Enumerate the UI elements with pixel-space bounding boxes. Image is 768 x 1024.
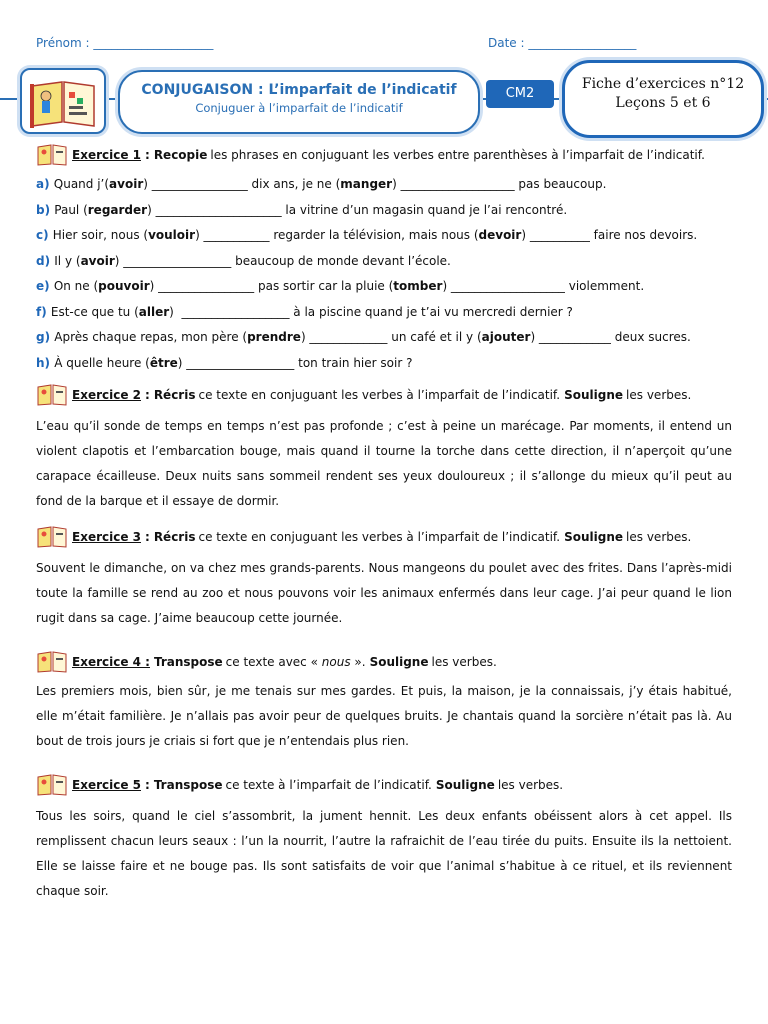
exercise-1-sentences <box>36 172 732 376</box>
sentence-text: On ne ( <box>53 279 99 293</box>
book-icon <box>36 651 68 673</box>
verb-infinitive: avoir <box>109 177 144 191</box>
exercise-5-keyword-2: Souligne <box>435 778 495 792</box>
sentence-text: ) ___________ regarder la télévision, mais nous ( <box>195 228 479 242</box>
verb-infinitive: manger <box>340 177 393 191</box>
sentence-text: Paul ( <box>54 202 88 217</box>
exercise-3-header <box>36 526 732 548</box>
sentence-text: ) ___________________ violemment. <box>442 279 645 293</box>
sentence-letter: h) <box>36 355 55 370</box>
verb-infinitive: regarder <box>87 202 148 217</box>
page-subtitle: Conjuguer à l’imparfait de l’indicatif <box>195 101 403 115</box>
sentence-letter: b) <box>36 202 55 217</box>
exercise-5-text: Tous les soirs, quand le ciel s’assombrit, la jument hennit. Les deux enfants obéissent alors à cet appel. Ils remplissent chacun leurs seaux : l’un la nourrit, l’autre la rafraichit de l’eau tirée du puits. Ensuite ils la nettoient. Elle se laisse faire et ne bouge pas. Ils sont satisfaits de voir que l’animal s’habitue à ce rituel, et ils reviennent chaque soir. <box>36 809 732 898</box>
verb-infinitive: être <box>149 355 178 370</box>
exercise-2-instruction-2: les verbes. <box>626 388 692 402</box>
sentence-text: ) _____________ un café et il y ( <box>300 330 482 344</box>
sentence-text: ) ____________ deux sucres. <box>530 330 691 344</box>
verb-infinitive: prendre <box>247 330 301 344</box>
exercise-1-sentence[interactable] <box>36 351 732 377</box>
exercise-5-number: Exercice 5 <box>72 778 141 792</box>
verb-infinitive: vouloir <box>148 228 196 242</box>
exercise-4-keyword-2: Souligne <box>369 655 429 669</box>
exercise-1-colon: : <box>145 148 150 162</box>
sentence-text: ) __________________ à la piscine quand je t’ai vu mercredi dernier ? <box>169 304 573 319</box>
exercise-1-keyword: Recopie <box>153 148 208 162</box>
fiche-box <box>562 60 764 138</box>
verb-infinitive: tomber <box>393 279 443 293</box>
sentence-text: Est-ce que tu ( <box>50 304 139 319</box>
exercise-3-text: Souvent le dimanche, on va chez mes grands-parents. Nous mangeons du poulet avec des frites. Dans l’après-midi toute la famille se rend au zoo et nous pouvons voir les animaux enfermés dans leur cage. J’ai peur quand le lion rugit dans sa cage. J’aime beaucoup cette journée. <box>36 561 732 625</box>
exercise-3-keyword-2: Souligne <box>564 530 624 544</box>
book-icon <box>36 774 68 796</box>
verb-infinitive: ajouter <box>481 330 531 344</box>
exercise-2-instruction: ce texte en conjuguant les verbes à l’imparfait de l’indicatif. <box>198 388 561 402</box>
sentence-letter: d) <box>36 253 55 268</box>
exercise-1-header <box>36 144 732 166</box>
exercise-4-text: Les premiers mois, bien sûr, je me tenais sur mes gardes. Et puis, la maison, je la connaissais, j’y étais habitué, elle m’était familière. Je n’allais pas avoir peur de quelques bruits. Je chantais quand la sorcière n’était pas là. Au bout de trois jours je criais si fort que je n’entendais plus rien. <box>36 684 732 748</box>
sentence-text: ) _____________________ la vitrine d’un magasin quand je l’ai rencontré. <box>147 202 568 217</box>
exercise-1-sentence[interactable] <box>36 249 732 275</box>
exercise-1-number: Exercice 1 <box>72 148 141 162</box>
exercise-5-instruction-2: les verbes. <box>497 778 564 792</box>
exercise-1-sentence[interactable] <box>36 172 732 198</box>
exercise-2-colon: : <box>145 388 150 402</box>
exercise-5-keyword: Transpose <box>153 778 223 792</box>
sentence-text: À quelle heure ( <box>54 355 150 370</box>
open-book-icon <box>22 70 104 132</box>
book-icon <box>36 384 68 406</box>
verb-infinitive: pouvoir <box>98 279 150 293</box>
fiche-lessons: Leçons 5 et 6 <box>615 95 711 111</box>
exercise-2-keyword-2: Souligne <box>564 388 624 402</box>
sentence-text: ) ________________ pas sortir car la pluie ( <box>149 279 394 293</box>
date-field[interactable]: Date : __________________ <box>488 36 637 50</box>
title-box <box>118 70 480 134</box>
book-logo <box>20 68 106 134</box>
sentence-text: ) ________________ dix ans, je ne ( <box>143 177 341 191</box>
verb-infinitive: avoir <box>80 253 115 268</box>
exercise-1-sentence[interactable] <box>36 325 732 351</box>
sentence-text: Quand j’( <box>53 177 110 191</box>
exercise-1-sentence[interactable] <box>36 300 732 326</box>
book-icon <box>36 526 68 548</box>
sentence-text: ) __________ faire nos devoirs. <box>521 228 698 242</box>
prenom-field[interactable]: Prénom : ____________________ <box>36 36 214 50</box>
exercise-1-sentence[interactable] <box>36 223 732 249</box>
sentence-text: ) ___________________ pas beaucoup. <box>392 177 607 191</box>
fiche-number: Fiche d’exercices n°12 <box>581 76 745 92</box>
exercise-4-instruction-2: les verbes. <box>431 655 497 669</box>
book-icon <box>36 144 68 166</box>
sentence-letter: a) <box>36 177 54 191</box>
sentence-text: Il y ( <box>54 253 81 268</box>
sentence-letter: c) <box>36 228 53 242</box>
exercise-4-instruction-b: ». <box>350 655 366 669</box>
sentence-text: Après chaque repas, mon père ( <box>54 330 248 344</box>
exercise-5-colon: : <box>145 778 150 792</box>
verb-infinitive: devoir <box>478 228 522 242</box>
header-rule-left <box>0 98 20 100</box>
exercise-4-instruction-em: nous <box>321 655 351 669</box>
exercise-5-header <box>36 774 732 796</box>
exercise-2-number: Exercice 2 <box>72 388 141 402</box>
sentence-letter: e) <box>36 279 54 293</box>
level-badge: CM2 <box>486 80 554 108</box>
exercise-4-header <box>36 651 732 673</box>
exercise-2-keyword: Récris <box>153 388 196 402</box>
sentence-letter: g) <box>36 330 55 344</box>
exercise-2-header <box>36 384 732 406</box>
exercise-3-instruction-2: les verbes. <box>626 530 692 544</box>
sentence-text: ) __________________ beaucoup de monde devant l’école. <box>114 253 451 268</box>
exercise-3-keyword: Récris <box>153 530 196 544</box>
page-title: CONJUGAISON : L’imparfait de l’indicatif <box>141 82 457 98</box>
exercise-4-number: Exercice 4 : <box>72 655 150 669</box>
exercise-3-instruction: ce texte en conjuguant les verbes à l’imparfait de l’indicatif. <box>198 530 561 544</box>
exercise-2-text: L’eau qu’il sonde de temps en temps n’est pas profonde ; c’est à peine un marécage. Par moments, il entend un violent clapotis et l’embarcation bouge, mais quand il tourne la torche dans cette direction, il n’aperçoit qu’une carapace écailleuse. Deux nuits sans sommeil rendent ses yeux douloureux ; il s’allonge du mieux qu’il peut au fond de la barque et il essaye de dormir. <box>36 419 732 508</box>
exercise-5-instruction: ce texte à l’imparfait de l’indicatif. <box>225 778 432 792</box>
exercise-4-instruction-a: ce texte avec « <box>225 655 322 669</box>
exercise-3-number: Exercice 3 <box>72 530 141 544</box>
exercise-1-sentence[interactable] <box>36 274 732 300</box>
exercise-1-sentence[interactable] <box>36 198 732 224</box>
worksheet-content <box>36 144 732 904</box>
sentence-text: ) __________________ ton train hier soir ? <box>177 355 413 370</box>
exercise-3-colon: : <box>145 530 150 544</box>
header-rule-3 <box>554 98 562 100</box>
sentence-text: Hier soir, nous ( <box>52 228 149 242</box>
sentence-letter: f) <box>36 304 51 319</box>
exercise-4-keyword: Transpose <box>153 655 223 669</box>
exercise-1-instruction: les phrases en conjuguant les verbes entre parenthèses à l’imparfait de l’indicatif. <box>210 148 705 162</box>
verb-infinitive: aller <box>138 304 170 319</box>
